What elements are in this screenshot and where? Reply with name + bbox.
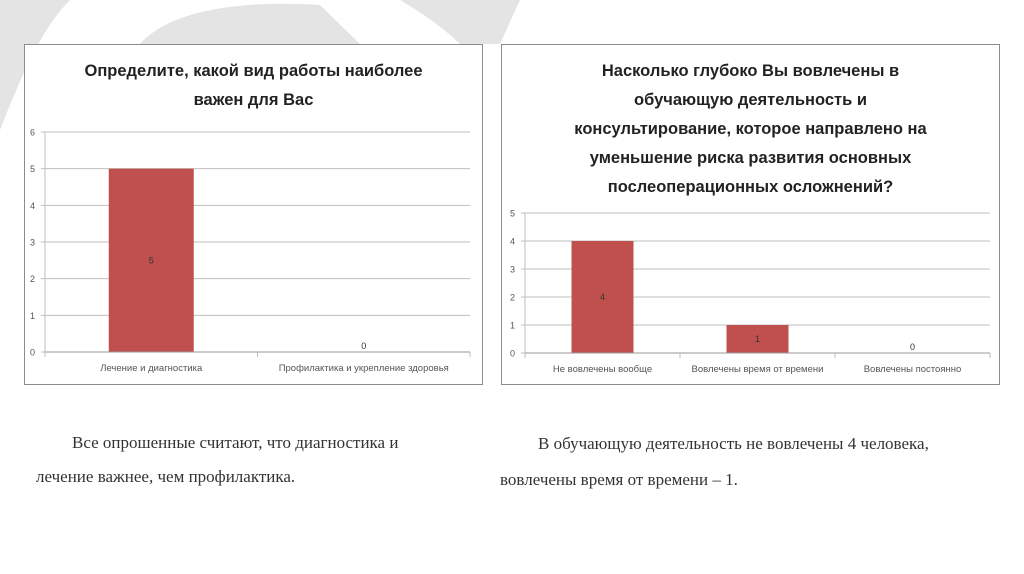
y-tick-label: 1 xyxy=(509,320,515,331)
y-tick-label: 3 xyxy=(509,264,515,275)
y-tick-label: 1 xyxy=(29,310,35,321)
y-tick-label: 6 xyxy=(29,127,35,138)
chart-title: Насколько глубоко Вы вовлечены в обучающую деятельность и консультирование, которое направлено на уменьшение риска развития основных послеоперационных осложнений? xyxy=(574,62,927,196)
y-tick-label: 2 xyxy=(509,292,515,303)
data-label: 5 xyxy=(148,255,154,266)
data-label: 4 xyxy=(599,292,606,302)
y-tick-label: 4 xyxy=(509,236,515,247)
y-tick-label: 4 xyxy=(29,200,35,211)
decorative-swoosh-center xyxy=(140,4,360,44)
chart-work-type xyxy=(24,44,483,385)
y-tick-label: 3 xyxy=(29,237,35,248)
chart-involvement xyxy=(501,44,1000,385)
x-tick-label: Вовлечены постоянно xyxy=(863,364,962,375)
x-tick-label: Профилактика и укрепление здоровья xyxy=(278,363,449,374)
y-tick-label: 2 xyxy=(29,274,35,285)
y-tick-label: 5 xyxy=(29,164,35,175)
decorative-swoosh-right xyxy=(400,0,520,44)
caption-work-type: Все опрошенные считают, что диагностика и лечение важнее, чем профилактика. xyxy=(36,433,399,486)
data-label: 0 xyxy=(361,341,367,351)
y-tick-label: 5 xyxy=(509,208,515,219)
chart-title: Определите, какой вид работы наиболее важен для Вас xyxy=(84,62,423,109)
x-tick-label: Вовлечены время от времени xyxy=(691,364,824,375)
chart-plot-area xyxy=(502,45,999,384)
chart-plot-area xyxy=(25,45,482,384)
data-label: 0 xyxy=(909,342,916,352)
y-tick-label: 0 xyxy=(509,348,515,359)
caption-involvement: В обучающую деятельность не вовлечены 4 человека, вовлечены время от времени – 1. xyxy=(500,434,929,489)
y-tick-label: 0 xyxy=(29,347,35,358)
x-tick-label: Лечение и диагностика xyxy=(100,363,203,374)
data-label: 1 xyxy=(754,334,761,344)
x-tick-label: Не вовлечены вообще xyxy=(552,364,653,375)
